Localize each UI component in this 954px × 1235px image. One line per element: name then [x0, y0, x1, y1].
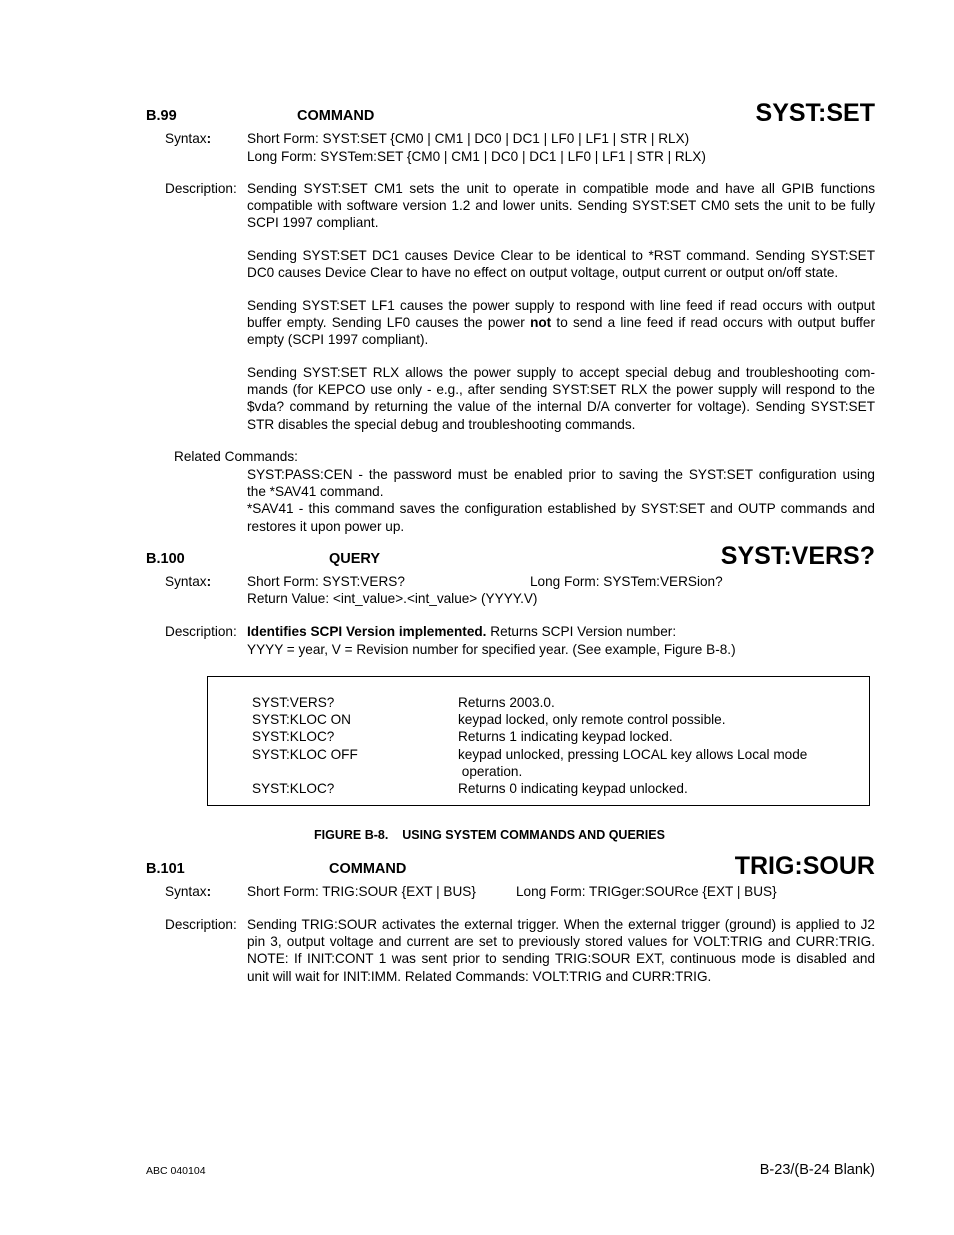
syntax-label: Syntax: — [165, 884, 212, 899]
figure-description: keypad unlocked, pressing LOCAL key allows Local mode — [458, 747, 808, 762]
related-commands-list: SYST:PASS:CEN - the password must be enabled prior to saving the SYST:SET configuration using the *SAV41 command. *SAV41 - this command saves the configuration established by SYST:SET and OUTP commands and restores it upon power up. — [247, 467, 875, 534]
return-value: Return Value: <int_value>.<int_value> (YYYY.V) — [247, 591, 538, 606]
figure-description: keypad locked, only remote control possible. — [458, 712, 726, 727]
description-line: YYYY = year, V = Revision number for specified year. (See example, Figure B-8.) — [247, 642, 736, 657]
figure-description: operation. — [458, 764, 523, 779]
figure-description: Returns 2003.0. — [458, 695, 555, 710]
description-line: Identifies SCPI Version implemented. Returns SCPI Version number: — [247, 624, 677, 639]
emphasis: not — [530, 315, 552, 331]
figure-command: SYST:KLOC? — [252, 781, 335, 796]
related-commands-label: Related Commands: — [174, 449, 298, 464]
section-number: B.100 — [146, 551, 185, 567]
description-paragraph: Sending TRIG:SOUR activates the external trigger. When the external trigger (ground) is applied to J2 pin 3, output voltage and current are set to previously stored values for VOLT:TRIG and CURR:TRIG. NOTE: If INIT:CONT 1 was sent prior to sending TRIG:SOUR EXT, continuous mode is disabled and unit will wait for INIT:IMM. Related Commands: VOLT:TRIG and CURR:TRIG. — [247, 917, 875, 984]
description-paragraph: Sending SYST:SET LF1 causes the power supply to respond with line feed if read occurs with output buffer empty. Sending LF0 causes the power not to send a line feed if read occurs with output buffer empty (SCPI 1997 compliant). — [247, 298, 875, 348]
figure-description: Returns 0 indicating keypad unlocked. — [458, 781, 688, 796]
description-paragraph: Sending SYST:SET RLX allows the power supply to accept special debug and troubleshooting com- mands (for KEPCO use only - e.g., after sending SYST:SET RLX the power supply will respond to the $vda? command by returning the value of the internal D/A converter for voltage). Sending SYST:SET STR disables the special debug and troubleshooting commands. — [247, 365, 875, 432]
figure-caption: FIGURE B-8. USING SYSTEM COMMANDS AND QUERIES — [314, 828, 665, 842]
description-label: Description: — [165, 181, 237, 196]
syntax-label: Syntax: — [165, 574, 212, 589]
command-title: TRIG:SOUR — [734, 852, 875, 880]
description-label: Description: — [165, 917, 237, 932]
description-label: Description: — [165, 624, 237, 639]
syntax-long-form: Long Form: SYSTem:VERSion? — [530, 574, 723, 589]
syntax-short-form: Short Form: SYST:SET {CM0 | CM1 | DC0 | DC1 | LF0 | LF1 | STR | RLX) — [247, 131, 690, 146]
section-type: QUERY — [329, 551, 381, 567]
figure-command: SYST:KLOC? — [252, 729, 335, 744]
section-type: COMMAND — [329, 861, 407, 877]
figure-description: Returns 1 indicating keypad locked. — [458, 729, 673, 744]
command-title: SYST:SET — [755, 99, 875, 127]
page-number: B-23/(B-24 Blank) — [759, 1162, 875, 1178]
syntax-short-form: Short Form: SYST:VERS? — [247, 574, 405, 589]
figure-command: SYST:KLOC ON — [252, 712, 351, 727]
section-number: B.101 — [146, 861, 185, 877]
figure-command: SYST:KLOC OFF — [252, 747, 358, 762]
syntax-long-form: Long Form: TRIGger:SOURce {EXT | BUS} — [516, 884, 777, 899]
syntax-short-form: Short Form: TRIG:SOUR {EXT | BUS} — [247, 884, 476, 899]
description-paragraph: Sending SYST:SET DC1 causes Device Clear to be identical to *RST command. Sending SYST:SET DC0 causes Device Clear to have no effect on output voltage, output current or output on/off state. — [247, 248, 875, 281]
section-type: COMMAND — [297, 108, 375, 124]
syntax-long-form: Long Form: SYSTem:SET {CM0 | CM1 | DC0 | DC1 | LF0 | LF1 | STR | RLX) — [247, 149, 706, 164]
query-title: SYST:VERS? — [720, 542, 875, 570]
syntax-label: Syntax: — [165, 131, 212, 146]
section-number: B.99 — [146, 108, 177, 124]
figure-command: SYST:VERS? — [252, 695, 335, 710]
document-code: ABC 040104 — [146, 1165, 206, 1177]
description-paragraph: Sending SYST:SET CM1 sets the unit to operate in compatible mode and have all GPIB functions compatible with software version 1.2 and lower units. Sending SYST:SET CM0 sets the unit to be fully SCPI 1997 compliant. — [247, 181, 875, 231]
